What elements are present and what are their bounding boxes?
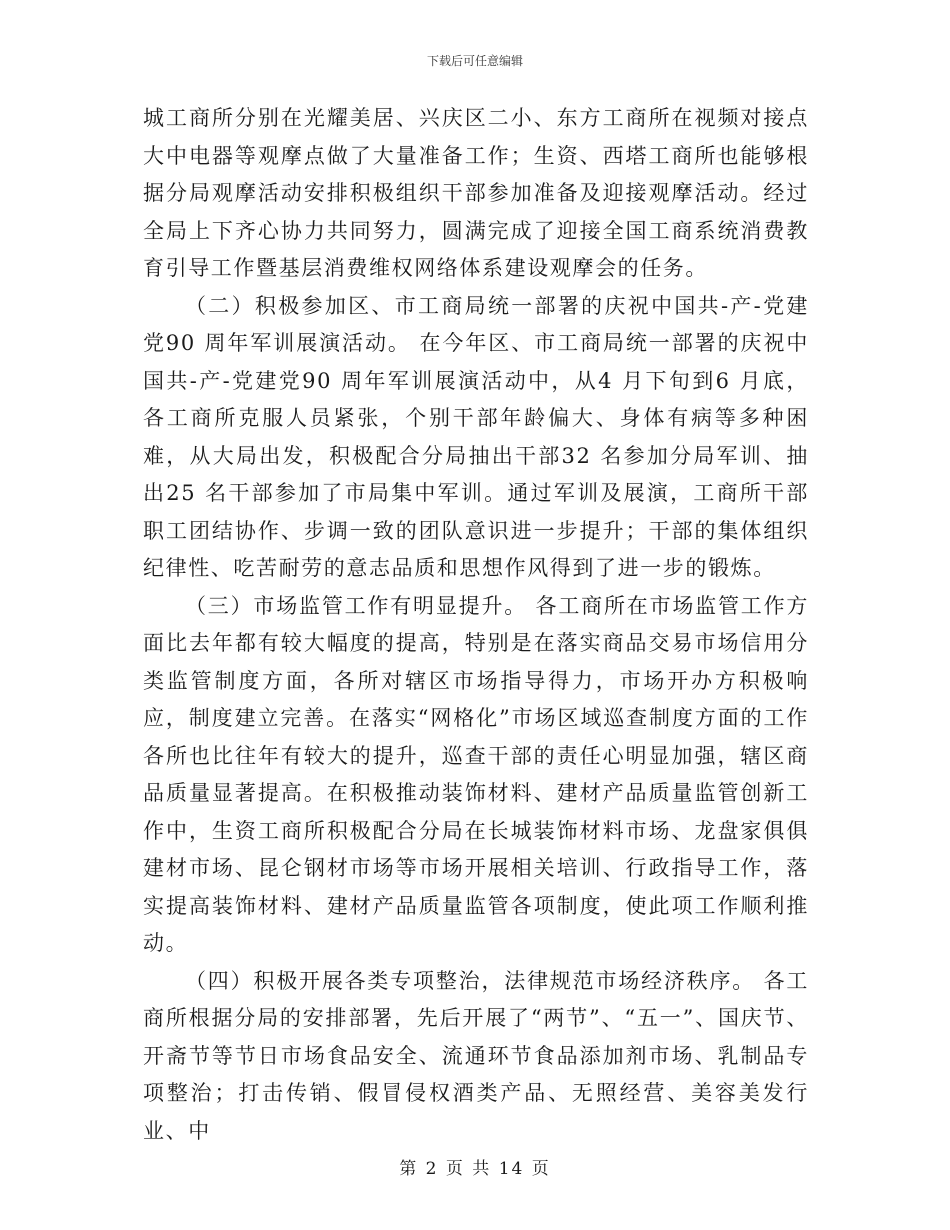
paragraph-4: （四）积极开展各类专项整治，法律规范市场经济秩序。 各工商所根据分局的安排部署，先后开展了“两节”、“五一”、国庆节、开斋节等节日市场食品安全、流通环节食品添加剂市场、乳制品专项整治；打击传销、假冒侵权酒类产品、无照经营、美容美发行业、中	[143, 968, 809, 1143]
paragraph-3: （三）市场监管工作有明显提升。 各工商所在市场监管工作方面比去年都有较大幅度的提高，特别是在落实商品交易市场信用分类监管制度方面，各所对辖区市场指导得力，市场开办方积极响应，制度建立完善。在落实“网格化”市场区域巡查制度方面的工作各所也比往年有较大的提升，巡查干部的责任心明显加强，辖区商品质量显著提高。在积极推动装饰材料、建材产品质量监管创新工作中，生资工商所积极配合分局在长城装饰材料市场、龙盘家俱俱建材市场、昆仑钢材市场等市场开展相关培训、行政指导工作，落实提高装饰材料、建材产品质量监管各项制度，使此项工作顺利推动。	[143, 593, 809, 955]
document-body	[143, 100, 809, 1150]
page-header-note: 下载后可任意编辑	[426, 54, 523, 68]
paragraph-1: 城工商所分别在光耀美居、兴庆区二小、东方工商所在视频对接点大中电器等观摩点做了大量准备工作；生资、西塔工商所也能够根据分局观摩活动安排积极组织干部参加准备及迎接观摩活动。经过全局上下齐心协力共同努力，圆满完成了迎接全国工商系统消费教育引导工作暨基层消费维权网络体系建设观摩会的任务。	[143, 106, 809, 280]
paragraph-2: （二）积极参加区、市工商局统一部署的庆祝中国共-产-党建党90 周年军训展演活动。 在今年区、市工商局统一部署的庆祝中国共-产-党建党90 周年军训展演活动中，从4 月下旬到6 月底，各工商所克服人员紧张，个别干部年龄偏大、身体有病等多种困难，从大局出发，积极配合分局抽出干部32 名参加分局军训、抽出25 名干部参加了市局集中军训。通过军训及展演，工商所干部职工团结协作、步调一致的团队意识进一步提升；干部的集体组织纪律性、吃苦耐劳的意志品质和思想作风得到了进一步的锻炼。	[143, 293, 809, 580]
page-number-footer: 第 2 页 共 14 页	[399, 1159, 551, 1179]
